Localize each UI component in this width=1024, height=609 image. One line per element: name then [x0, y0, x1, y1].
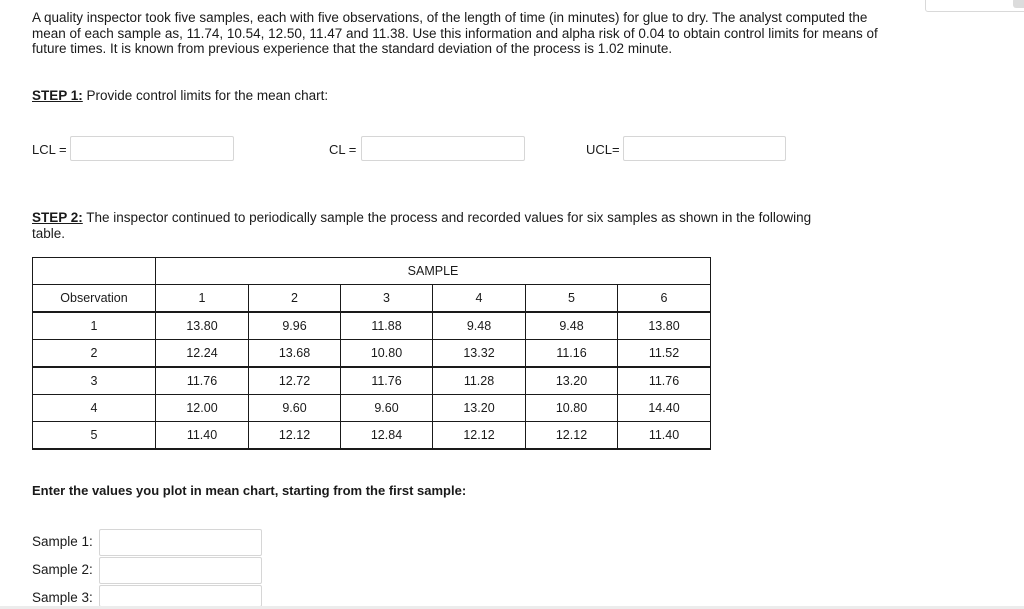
sample-header: SAMPLE — [156, 258, 711, 285]
step2-label: STEP 2: — [32, 210, 83, 225]
value-cell: 9.96 — [249, 312, 341, 340]
table-row — [33, 312, 711, 340]
table-row — [33, 395, 711, 422]
observation-header: Observation — [33, 285, 156, 313]
value-cell: 11.76 — [341, 367, 433, 395]
value-cell: 12.84 — [341, 422, 433, 450]
sample-2-label: Sample 2: — [32, 562, 93, 577]
table-subheader-row — [33, 285, 711, 313]
value-cell: 13.20 — [433, 395, 526, 422]
table-row — [33, 340, 711, 368]
value-cell: 12.72 — [249, 367, 341, 395]
ucl-input[interactable] — [623, 136, 786, 161]
value-cell: 10.80 — [341, 340, 433, 368]
value-cell: 9.60 — [249, 395, 341, 422]
table-corner-cell — [33, 258, 156, 285]
observation-cell: 3 — [33, 367, 156, 395]
step2-heading — [32, 210, 832, 241]
observation-cell: 5 — [33, 422, 156, 450]
table-header-row — [33, 258, 711, 285]
value-cell: 9.60 — [341, 395, 433, 422]
value-cell: 9.48 — [433, 312, 526, 340]
value-cell: 12.00 — [156, 395, 249, 422]
table-row — [33, 422, 711, 450]
sample-3-input[interactable] — [99, 585, 262, 607]
value-cell: 11.40 — [156, 422, 249, 450]
value-cell: 11.88 — [341, 312, 433, 340]
cl-label: CL = — [329, 142, 357, 157]
value-cell: 12.12 — [249, 422, 341, 450]
observation-cell: 1 — [33, 312, 156, 340]
sample-number-2: 2 — [249, 285, 341, 313]
value-cell: 9.48 — [526, 312, 618, 340]
sample-number-3: 3 — [341, 285, 433, 313]
value-cell: 12.24 — [156, 340, 249, 368]
sample-number-6: 6 — [618, 285, 711, 313]
value-cell: 11.52 — [618, 340, 711, 368]
step1-text: Provide control limits for the mean chart: — [82, 88, 329, 103]
sample-1-label: Sample 1: — [32, 534, 93, 549]
value-cell: 11.40 — [618, 422, 711, 450]
step2-text: The inspector continued to periodically sample the process and recorded values for six samples as shown in the following table. — [32, 210, 812, 241]
value-cell: 12.12 — [433, 422, 526, 450]
observation-table — [32, 257, 711, 450]
value-cell: 11.16 — [526, 340, 618, 368]
value-cell: 12.12 — [526, 422, 618, 450]
value-cell: 11.76 — [156, 367, 249, 395]
value-cell: 13.68 — [249, 340, 341, 368]
value-cell: 13.80 — [618, 312, 711, 340]
sample-2-input[interactable] — [99, 557, 262, 584]
value-cell: 10.80 — [526, 395, 618, 422]
top-right-input-box — [925, 0, 1024, 12]
value-cell: 11.28 — [433, 367, 526, 395]
lcl-label: LCL = — [32, 142, 67, 157]
value-cell: 13.20 — [526, 367, 618, 395]
sample-1-input[interactable] — [99, 529, 262, 556]
value-cell: 13.80 — [156, 312, 249, 340]
problem-statement: A quality inspector took five samples, each with five observations, of the length of time (in minutes) for glue to dry. The analyst computed the mean of each sample as, 11.74, 10.54, 12.50, 11.47 and 11.38. Use this information and alpha risk of 0.04 to obtain control limits for means of future times. It is known from previous experience that the standard deviation of the process is 1.02 minute. — [32, 10, 878, 57]
sample-number-4: 4 — [433, 285, 526, 313]
sample-3-label: Sample 3: — [32, 590, 93, 605]
value-cell: 11.76 — [618, 367, 711, 395]
top-right-scroll-tab[interactable] — [1013, 0, 1024, 8]
mean-chart-instruction: Enter the values you plot in mean chart, starting from the first sample: — [32, 483, 467, 498]
lcl-input[interactable] — [70, 136, 234, 161]
value-cell: 14.40 — [618, 395, 711, 422]
sample-number-1: 1 — [156, 285, 249, 313]
step1-label: STEP 1: — [32, 88, 83, 103]
sample-number-5: 5 — [526, 285, 618, 313]
ucl-label: UCL= — [586, 142, 620, 157]
observation-cell: 2 — [33, 340, 156, 368]
value-cell: 13.32 — [433, 340, 526, 368]
observation-cell: 4 — [33, 395, 156, 422]
step1-heading — [32, 88, 328, 103]
table-row — [33, 367, 711, 395]
cl-input[interactable] — [361, 136, 525, 161]
